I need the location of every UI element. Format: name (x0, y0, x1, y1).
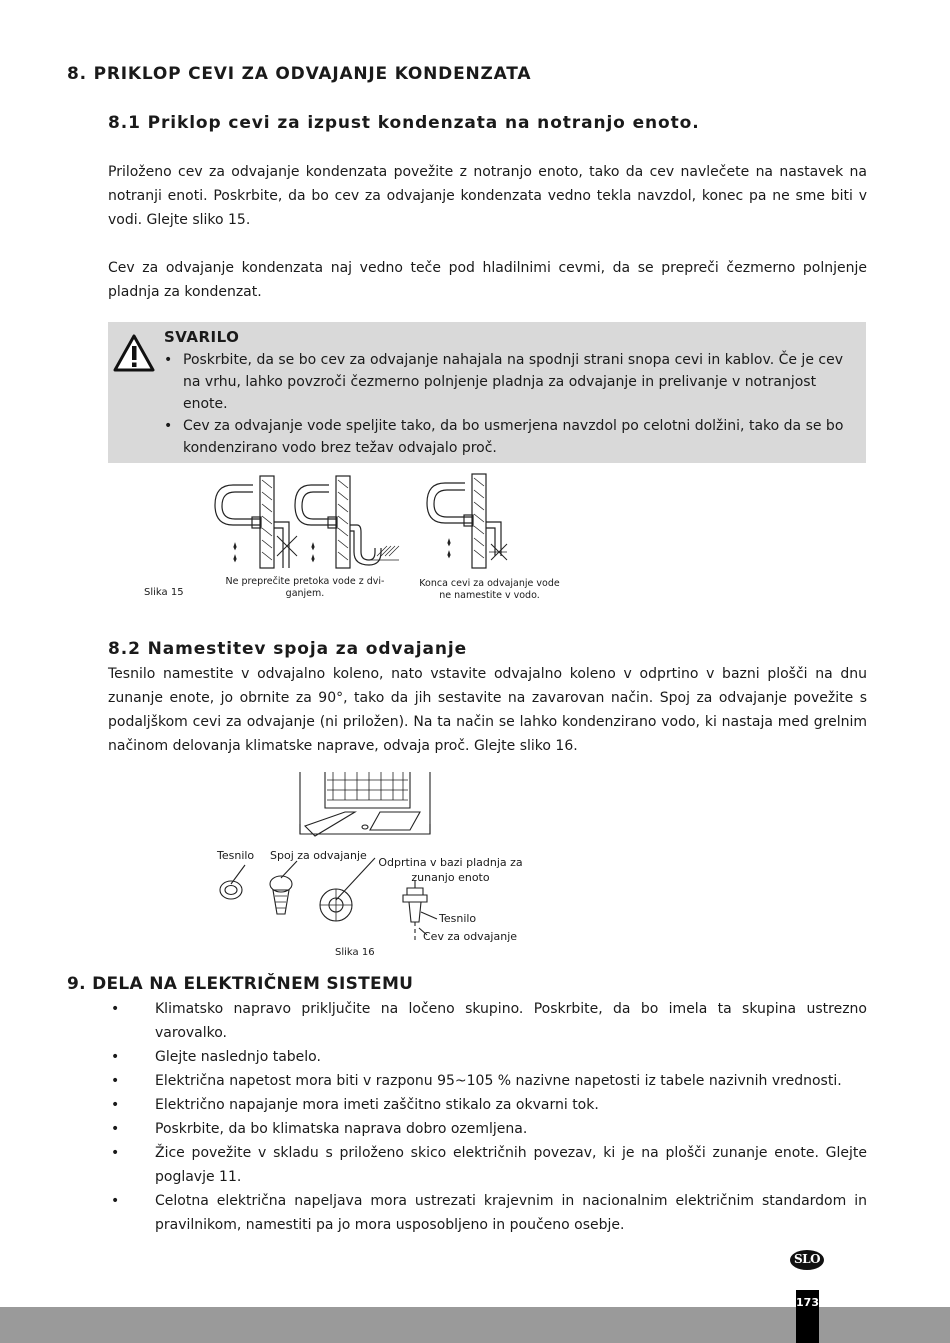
section-8-heading: 8. PRIKLOP CEVI ZA ODVAJANJE KONDENZATA (67, 64, 532, 84)
base-hole (320, 858, 375, 921)
section-8-1-heading: 8.1 Priklop cevi za izpust kondenzata na notranjo enoto. (108, 113, 700, 133)
list-item: • Žice povežite v skladu s priloženo skico električnih povezav, ki je na plošči zunanje enote. Glejte poglavje 11. (108, 1141, 867, 1189)
gasket-ring (220, 865, 245, 899)
outdoor-unit-base (300, 772, 430, 836)
list-item: • Električna napetost mora biti v razponu 95~105 % nazivne napetosti iz tabele nazivnih vrednosti. (108, 1069, 867, 1093)
figure-15-drawing (205, 470, 525, 578)
warning-triangle-icon (113, 334, 155, 372)
figure-15-caption-right: Konca cevi za odvajanje vode ne namestite v vodo. (419, 578, 560, 601)
section-9-heading: 9. DELA NA ELEKTRIČNEM SISTEMU (67, 974, 414, 994)
figure-16-label-odprtina: Odprtina v bazi pladnja za zunanjo enoto (378, 856, 523, 884)
warning-title: SVARILO (164, 328, 240, 346)
drain-diagram-3 (427, 474, 507, 568)
list-item: • Celotna električna napeljava mora ustrezati krajevnim in nacionalnim električnim standardom in pravilnikom, namestiti pa jo mora usposobljeno in poučeno osebje. (108, 1189, 867, 1237)
figure-16-label: Slika 16 (335, 947, 375, 958)
section-9-list (108, 997, 867, 1237)
warning-list (164, 349, 854, 459)
figure-16-label-spoj: Spoj za odvajanje (270, 849, 367, 862)
section-8-2-heading: 8.2 Namestitev spoja za odvajanje (108, 639, 468, 659)
figure-15-label: Slika 15 (144, 587, 184, 598)
drain-diagram-1 (215, 476, 297, 568)
paragraph-8-1-a: Priloženo cev za odvajanje kondenzata povežite z notranjo enoto, tako da cev navlečete na nastavek na notranji enoti. Poskrbite, da bo cev za odvajanje kondenzata vedno tekla navzdol, konec pa ne sme biti v vodi. Glejte sliko 15. (108, 164, 867, 228)
drain-joint-part (270, 861, 297, 914)
warning-box (108, 322, 866, 463)
list-item: • Električno napajanje mora imeti zaščitno stikalo za okvarni tok. (108, 1093, 867, 1117)
list-item: • Poskrbite, da bo klimatska naprava dobro ozemljena. (108, 1117, 867, 1141)
list-item: • Glejte naslednjo tabelo. (108, 1045, 867, 1069)
figure-16-label-tesnilo: Tesnilo (217, 849, 255, 862)
warning-item: • Cev za odvajanje vode speljite tako, da bo usmerjena navzdol po celotni dolžini, tako da se bo kondenzirano vodo brez težav odvajalo proč. (164, 415, 854, 459)
paragraph-8-1-b: Cev za odvajanje kondenzata naj vedno teče pod hladilnimi cevmi, da se prepreči čezmerno polnjenje pladnja za kondenzat. (108, 260, 867, 300)
warning-item: • Poskrbite, da se bo cev za odvajanje nahajala na spodnji strani snopa cevi in kablov. Če je cev na vrhu, lahko povzroči čezmerno polnjenje pladnja za odvajanje in prelivanje v notranjost enote. (164, 349, 854, 415)
figure-15-caption-left: Ne preprečite pretoka vode z dvi-ganjem. (225, 576, 385, 599)
figure-16-label-cev: Cev za odvajanje (423, 930, 518, 943)
list-item: • Klimatsko napravo priključite na ločeno skupino. Poskrbite, da bo imela ta skupina ustrezno varovalko. (108, 997, 867, 1045)
figure-16-label-tesnilo-2: Tesnilo (439, 912, 477, 925)
language-badge (789, 1249, 825, 1271)
page-number: 173 (796, 1290, 819, 1343)
language-code: SLO (793, 1252, 821, 1266)
drain-diagram-2 (295, 476, 399, 568)
paragraph-8-2: Tesnilo namestite v odvajalno koleno, nato vstavite odvajalno koleno v odprtino v bazni plošči na dnu zunanje enote, jo obrnite za 90°, tako da jih sestavite na zavarovan način. Spoj za odvajanje povežite s podaljškom cevi za odvajanje (ni priložen). Na ta način se lahko kondenzirano vodo, ki nastaja med grelnim načinom delovanja klimatske naprave, odvaja proč. Glejte sliko 16. (108, 666, 867, 754)
